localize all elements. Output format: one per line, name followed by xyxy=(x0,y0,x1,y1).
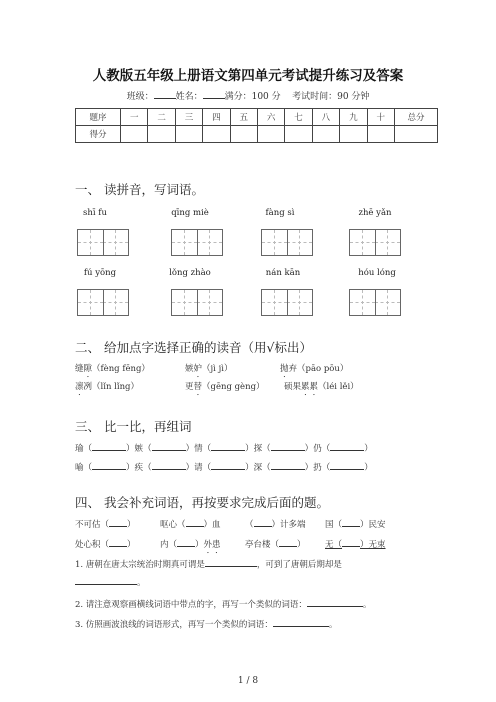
item-text: 更 xyxy=(185,382,194,392)
item-text: 硕果 xyxy=(284,382,302,392)
compare-row: 瑜（ ）嫉（ ）情（ ）探（ ）仍（ ） xyxy=(75,444,373,454)
word-blank[interactable] xyxy=(152,442,186,451)
item-options: （léi lěi） xyxy=(318,382,359,392)
idiom-blank[interactable] xyxy=(342,518,360,527)
pinyin-label: shī fu xyxy=(83,208,107,218)
table-cell: 题序 xyxy=(76,109,121,126)
compare-char: 瑜 xyxy=(75,444,84,454)
writing-grid[interactable] xyxy=(77,289,129,316)
section-1-title: 一、 读拼音，写词语。 xyxy=(75,182,204,197)
dotted-char: 隙 xyxy=(83,364,93,374)
idiom-blank[interactable] xyxy=(279,538,297,547)
table-cell: 四 xyxy=(203,109,230,126)
score-cell[interactable] xyxy=(285,126,312,143)
idiom-blank[interactable] xyxy=(109,538,127,547)
compare-char: 嫉 xyxy=(134,444,144,454)
idiom-blank[interactable] xyxy=(177,538,195,547)
idiom-text: ）血 xyxy=(203,520,221,530)
table-cell: 七 xyxy=(285,109,312,126)
question-text: 。 xyxy=(328,620,338,630)
score-cell[interactable] xyxy=(312,126,339,143)
writing-grid[interactable] xyxy=(171,229,223,256)
score-cell[interactable] xyxy=(340,126,367,143)
pinyin-label: zhē yǎn xyxy=(358,208,392,218)
idiom-text: 亭台楼（ xyxy=(245,540,280,550)
word-blank[interactable] xyxy=(92,442,126,451)
page-title: 人教版五年级上册语文第四单元考试提升练习及答案 xyxy=(92,68,404,84)
reading-item[interactable] xyxy=(75,362,150,379)
idiom-item xyxy=(160,538,221,555)
idiom-blank[interactable] xyxy=(254,518,272,527)
idiom-text: 呕心（ xyxy=(160,520,186,530)
idiom-item xyxy=(75,518,136,530)
question-text: 3. 仿照画波浪线的词语形式，再写一个类似的词语： xyxy=(75,620,273,630)
idiom-item xyxy=(245,518,306,530)
compare-char: 请 xyxy=(194,463,203,473)
table-cell: 九 xyxy=(340,109,367,126)
item-text: 嫉 xyxy=(185,364,194,374)
word-blank[interactable] xyxy=(271,442,305,451)
writing-grid[interactable] xyxy=(349,229,401,256)
compare-char: 仍 xyxy=(313,444,322,454)
idiom-item xyxy=(75,538,136,550)
score-cell[interactable] xyxy=(257,126,284,143)
table-cell: 一 xyxy=(121,109,148,126)
word-blank[interactable] xyxy=(152,461,186,470)
idiom-text: ）民安 xyxy=(360,520,386,530)
table-cell: 二 xyxy=(148,109,175,126)
pinyin-label: fú yōng xyxy=(83,268,117,278)
idiom-text: ）计多端 xyxy=(271,520,306,530)
question-text: ，可到了唐朝后期却是 xyxy=(256,560,342,570)
pinyin-label: qīng miè xyxy=(171,208,209,218)
idiom-text: 无（ xyxy=(325,540,343,550)
score-cell[interactable] xyxy=(367,126,394,143)
section-2-title: 二、 给加点字选择正确的读音（用√标出） xyxy=(75,340,312,355)
time-label: 考试时间：90 分钟 xyxy=(292,92,370,102)
word-blank[interactable] xyxy=(92,461,126,470)
question-3 xyxy=(75,618,337,630)
table-cell: 十 xyxy=(367,109,394,126)
score-table-score-row xyxy=(76,126,438,143)
score-table-header-row xyxy=(76,109,438,126)
compare-char: 疾 xyxy=(134,463,144,473)
idiom-text: ） xyxy=(127,540,136,550)
answer-blank[interactable] xyxy=(307,598,363,607)
writing-grid[interactable] xyxy=(261,229,313,256)
reading-item[interactable] xyxy=(280,362,348,379)
pinyin-label: hóu lóng xyxy=(358,268,396,278)
dotted-char: 累累 xyxy=(301,382,319,392)
compare-row: 喻（ ）疾（ ）请（ ）深（ ）扔（ ） xyxy=(75,463,373,473)
idiom-text: ） xyxy=(297,540,306,550)
name-blank xyxy=(203,90,225,99)
table-cell: 五 xyxy=(230,109,257,126)
answer-blank[interactable] xyxy=(273,618,329,627)
idiom-text: ）无束 xyxy=(360,540,386,550)
idiom-item xyxy=(325,538,386,550)
question-text: 。 xyxy=(362,600,372,610)
section-3-title: 三、 比一比，再组词 xyxy=(75,419,192,434)
idiom-text: （ xyxy=(245,520,254,530)
idiom-text: 处心积（ xyxy=(75,540,110,550)
word-blank[interactable] xyxy=(330,442,364,451)
score-cell[interactable] xyxy=(230,126,257,143)
word-blank[interactable] xyxy=(271,461,305,470)
score-cell[interactable] xyxy=(148,126,175,143)
question-2 xyxy=(75,598,371,610)
compare-char: 情 xyxy=(194,444,203,454)
idiom-text: 不可估（ xyxy=(75,520,110,530)
section-4-title: 四、 我会补充词语，再按要求完成后面的题。 xyxy=(75,495,329,510)
dotted-char: 妒 xyxy=(193,364,203,374)
pinyin-label: lǒng zhào xyxy=(169,268,211,278)
idiom-blank[interactable] xyxy=(109,518,127,527)
reading-item[interactable] xyxy=(185,380,265,397)
dotted-char: 替 xyxy=(193,382,203,392)
reading-item[interactable] xyxy=(284,380,359,397)
compare-char: 喻 xyxy=(75,463,84,473)
question-1 xyxy=(75,558,342,570)
word-blank[interactable] xyxy=(211,442,245,451)
idiom-text: 内（ xyxy=(160,540,178,550)
idiom-text: ） xyxy=(127,520,136,530)
word-blank[interactable] xyxy=(211,461,245,470)
writing-grid[interactable] xyxy=(349,289,401,316)
score-table xyxy=(75,108,438,143)
item-options: （jì jì） xyxy=(202,364,233,374)
question-text: 2. 请注意观察画横线词语中带点的字，再写一个类似的词语： xyxy=(75,600,307,610)
table-cell: 三 xyxy=(175,109,202,126)
writing-grid[interactable] xyxy=(261,289,313,316)
word-blank[interactable] xyxy=(330,461,364,470)
pinyin-label: nán kān xyxy=(265,268,301,278)
pinyin-label: fàng sì xyxy=(265,208,295,218)
idiom-text: 国（ xyxy=(325,520,343,530)
writing-grid[interactable] xyxy=(171,289,223,316)
class-blank xyxy=(154,90,176,99)
idiom-item xyxy=(245,538,306,550)
item-text: 缝 xyxy=(75,364,84,374)
item-options: （fèng fēng） xyxy=(92,364,150,374)
item-options: 弃（pāo pōu） xyxy=(288,364,349,374)
table-cell: 总分 xyxy=(395,109,438,126)
score-cell[interactable] xyxy=(395,126,438,143)
compare-char: 扔 xyxy=(313,463,322,473)
item-options: 冽（lǐn lǐng） xyxy=(83,382,139,392)
reading-item[interactable] xyxy=(75,380,139,397)
answer-blank[interactable] xyxy=(205,558,257,567)
idiom-blank[interactable] xyxy=(342,538,360,547)
answer-blank[interactable] xyxy=(75,576,137,585)
idiom-blank[interactable] xyxy=(186,518,204,527)
score-label: 满分：100 分 xyxy=(224,92,281,102)
idiom-text: ）外患 xyxy=(195,540,221,550)
page-number: 1 / 8 xyxy=(237,676,259,686)
idiom-item xyxy=(160,518,221,530)
compare-char: 深 xyxy=(253,463,263,473)
idiom-item xyxy=(325,518,386,530)
table-cell: 六 xyxy=(257,109,284,126)
score-cell[interactable] xyxy=(121,126,148,143)
dotted-char: 凛 xyxy=(75,382,84,392)
table-cell: 得分 xyxy=(76,126,121,143)
dotted-char: 抛 xyxy=(280,364,289,374)
class-label: 班级： xyxy=(126,92,154,102)
compare-char: 探 xyxy=(253,444,263,454)
name-label: 姓名： xyxy=(175,92,203,102)
reading-item[interactable] xyxy=(185,362,232,379)
question-text: 1. 唐朝在唐太宗统治时期真可谓是 xyxy=(75,560,205,570)
question-text: 。 xyxy=(137,578,146,588)
table-cell: 八 xyxy=(312,109,339,126)
item-options: （gēng gèng） xyxy=(202,382,265,392)
question-1-continued xyxy=(75,576,146,588)
writing-grid[interactable] xyxy=(77,229,129,256)
score-cell[interactable] xyxy=(175,126,202,143)
score-cell[interactable] xyxy=(203,126,230,143)
exam-info xyxy=(0,89,496,102)
